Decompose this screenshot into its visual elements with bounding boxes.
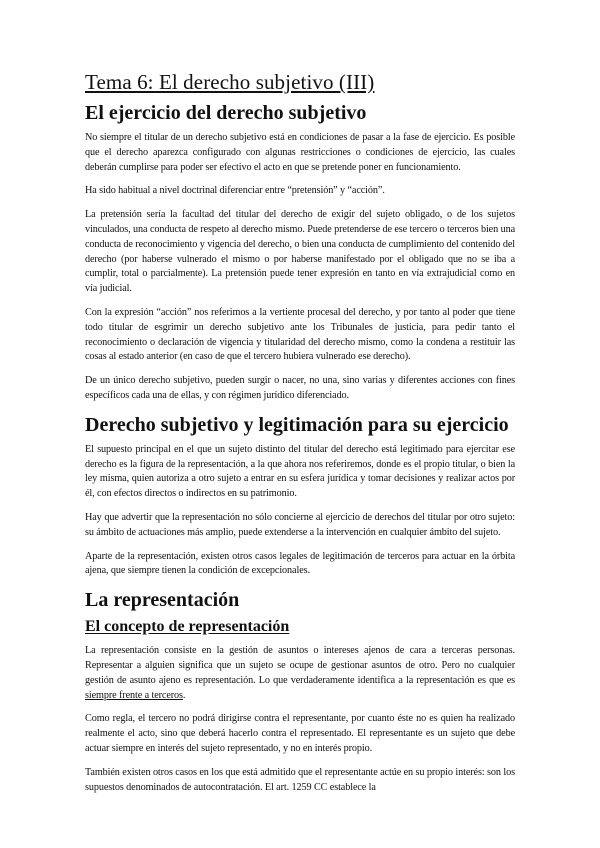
paragraph: La pretensión sería la facultad del titular del derecho de exigir del sujeto obligado, o de los sujetos vinculados, una conducta de respeto al derecho mismo. Puede pretenderse de ese tercero o terceros bien una conducta de reconocimiento y vigencia del derecho, o bien una conducta de cumplimiento del contenido del derecho (por haberse vulnerado el mismo o por haberse manifestado por el obligado que no se iba a cumplir, total o parcialmente). La pretensión puede tener expresión en tanto en vía extrajudicial como en vía judicial. [85,209,515,295]
section-heading: El ejercicio del derecho subjetivo [85,102,367,124]
paragraph: Con la expresión “acción” nos referimos a la vertiente procesal del derecho, y por tanto al poder que tiene todo titular de esgrimir un derecho subjetivo ante los Tribunales de justicia, para pedir tanto el reconocimiento o declaración de vigencia y titularidad del derecho mismo, como la condena a restituir las cosas al estado anterior (en caso de que el tercero hubiera vulnerado ese derecho). [85,306,515,363]
paragraph-text: La representación consiste en la gestión de asuntos o intereses ajenos de cara a terceras personas. Representar a alguien significa que un sujeto se ocupe de gestionar asuntos de otro. Pero no cualquier gestión de asunto ajeno es representación. Lo que verdaderamente identifica a la representación es que es [85,645,515,686]
paragraph [85,644,515,703]
section-heading: Derecho subjetivo y legitimación para su ejercicio [85,413,509,436]
section-representacion [85,588,515,795]
paragraph: Como regla, el tercero no podrá dirigirse contra el representante, por cuanto éste no es quien ha realizado realmente el acto, sino que deberá hacerlo contra el representado. El representante es un sujeto que debe actuar siempre en interés del sujeto representado, y no en interés propio. [85,713,515,754]
section-legitimacion [85,413,515,579]
underlined-phrase: siempre frente a terceros [85,689,183,701]
paragraph: Hay que advertir que la representación no sólo concierne al ejercicio de derechos del titular por otro sujeto: su ámbito de actuaciones más amplio, puede extenderse a la intervención en cualquier ámbito del sujeto. [85,511,515,538]
document-title: Tema 6: El derecho subjetivo (III) [85,70,375,94]
section-ejercicio [85,101,515,404]
section-heading: La representación [85,589,240,612]
paragraph-text: . [182,689,186,701]
paragraph: También existen otros casos en los que está admitido que el representante actúe en su propio interés: son los supuestos denominados de autocontratación. El art. 1259 CC establece la [85,766,515,793]
paragraph: De un único derecho subjetivo, pueden surgir o nacer, no una, sino varias y diferentes acciones con fines específicos cada una de ellas, y con régimen jurídico diferenciado. [85,375,515,401]
paragraph: No siempre el titular de un derecho subjetivo está en condiciones de pasar a la fase de ejercicio. Es posible que el derecho aparezca configurado con algunas restricciones o condiciones de ejercicio, las cuales deberán cumplirse para poder ser efectivo el acto en que se pretende poner en funcionamiento. [85,132,515,173]
document-page [85,70,515,804]
paragraph: El supuesto principal en el que un sujeto distinto del titular del derecho está legitimado para ejercitar ese derecho es la figura de la representación, a la que ahora nos referiremos, donde es el propio titular, o bien la ley misma, quien autoriza a otro sujeto a entrar en su esfera jurídica y tomar decisiones y realizar actos por él, con efectos directos o indirectos en su patrimonio. [85,443,515,500]
paragraph: Ha sido habitual a nivel doctrinal diferenciar entre “pretensión” y “acción”. [85,185,385,197]
subsection-heading: El concepto de representación [85,618,290,636]
paragraph: Aparte de la representación, existen otros casos legales de legitimación de terceros para actuar en la órbita ajena, que siempre tienen la condición de excepcionales. [85,550,515,577]
